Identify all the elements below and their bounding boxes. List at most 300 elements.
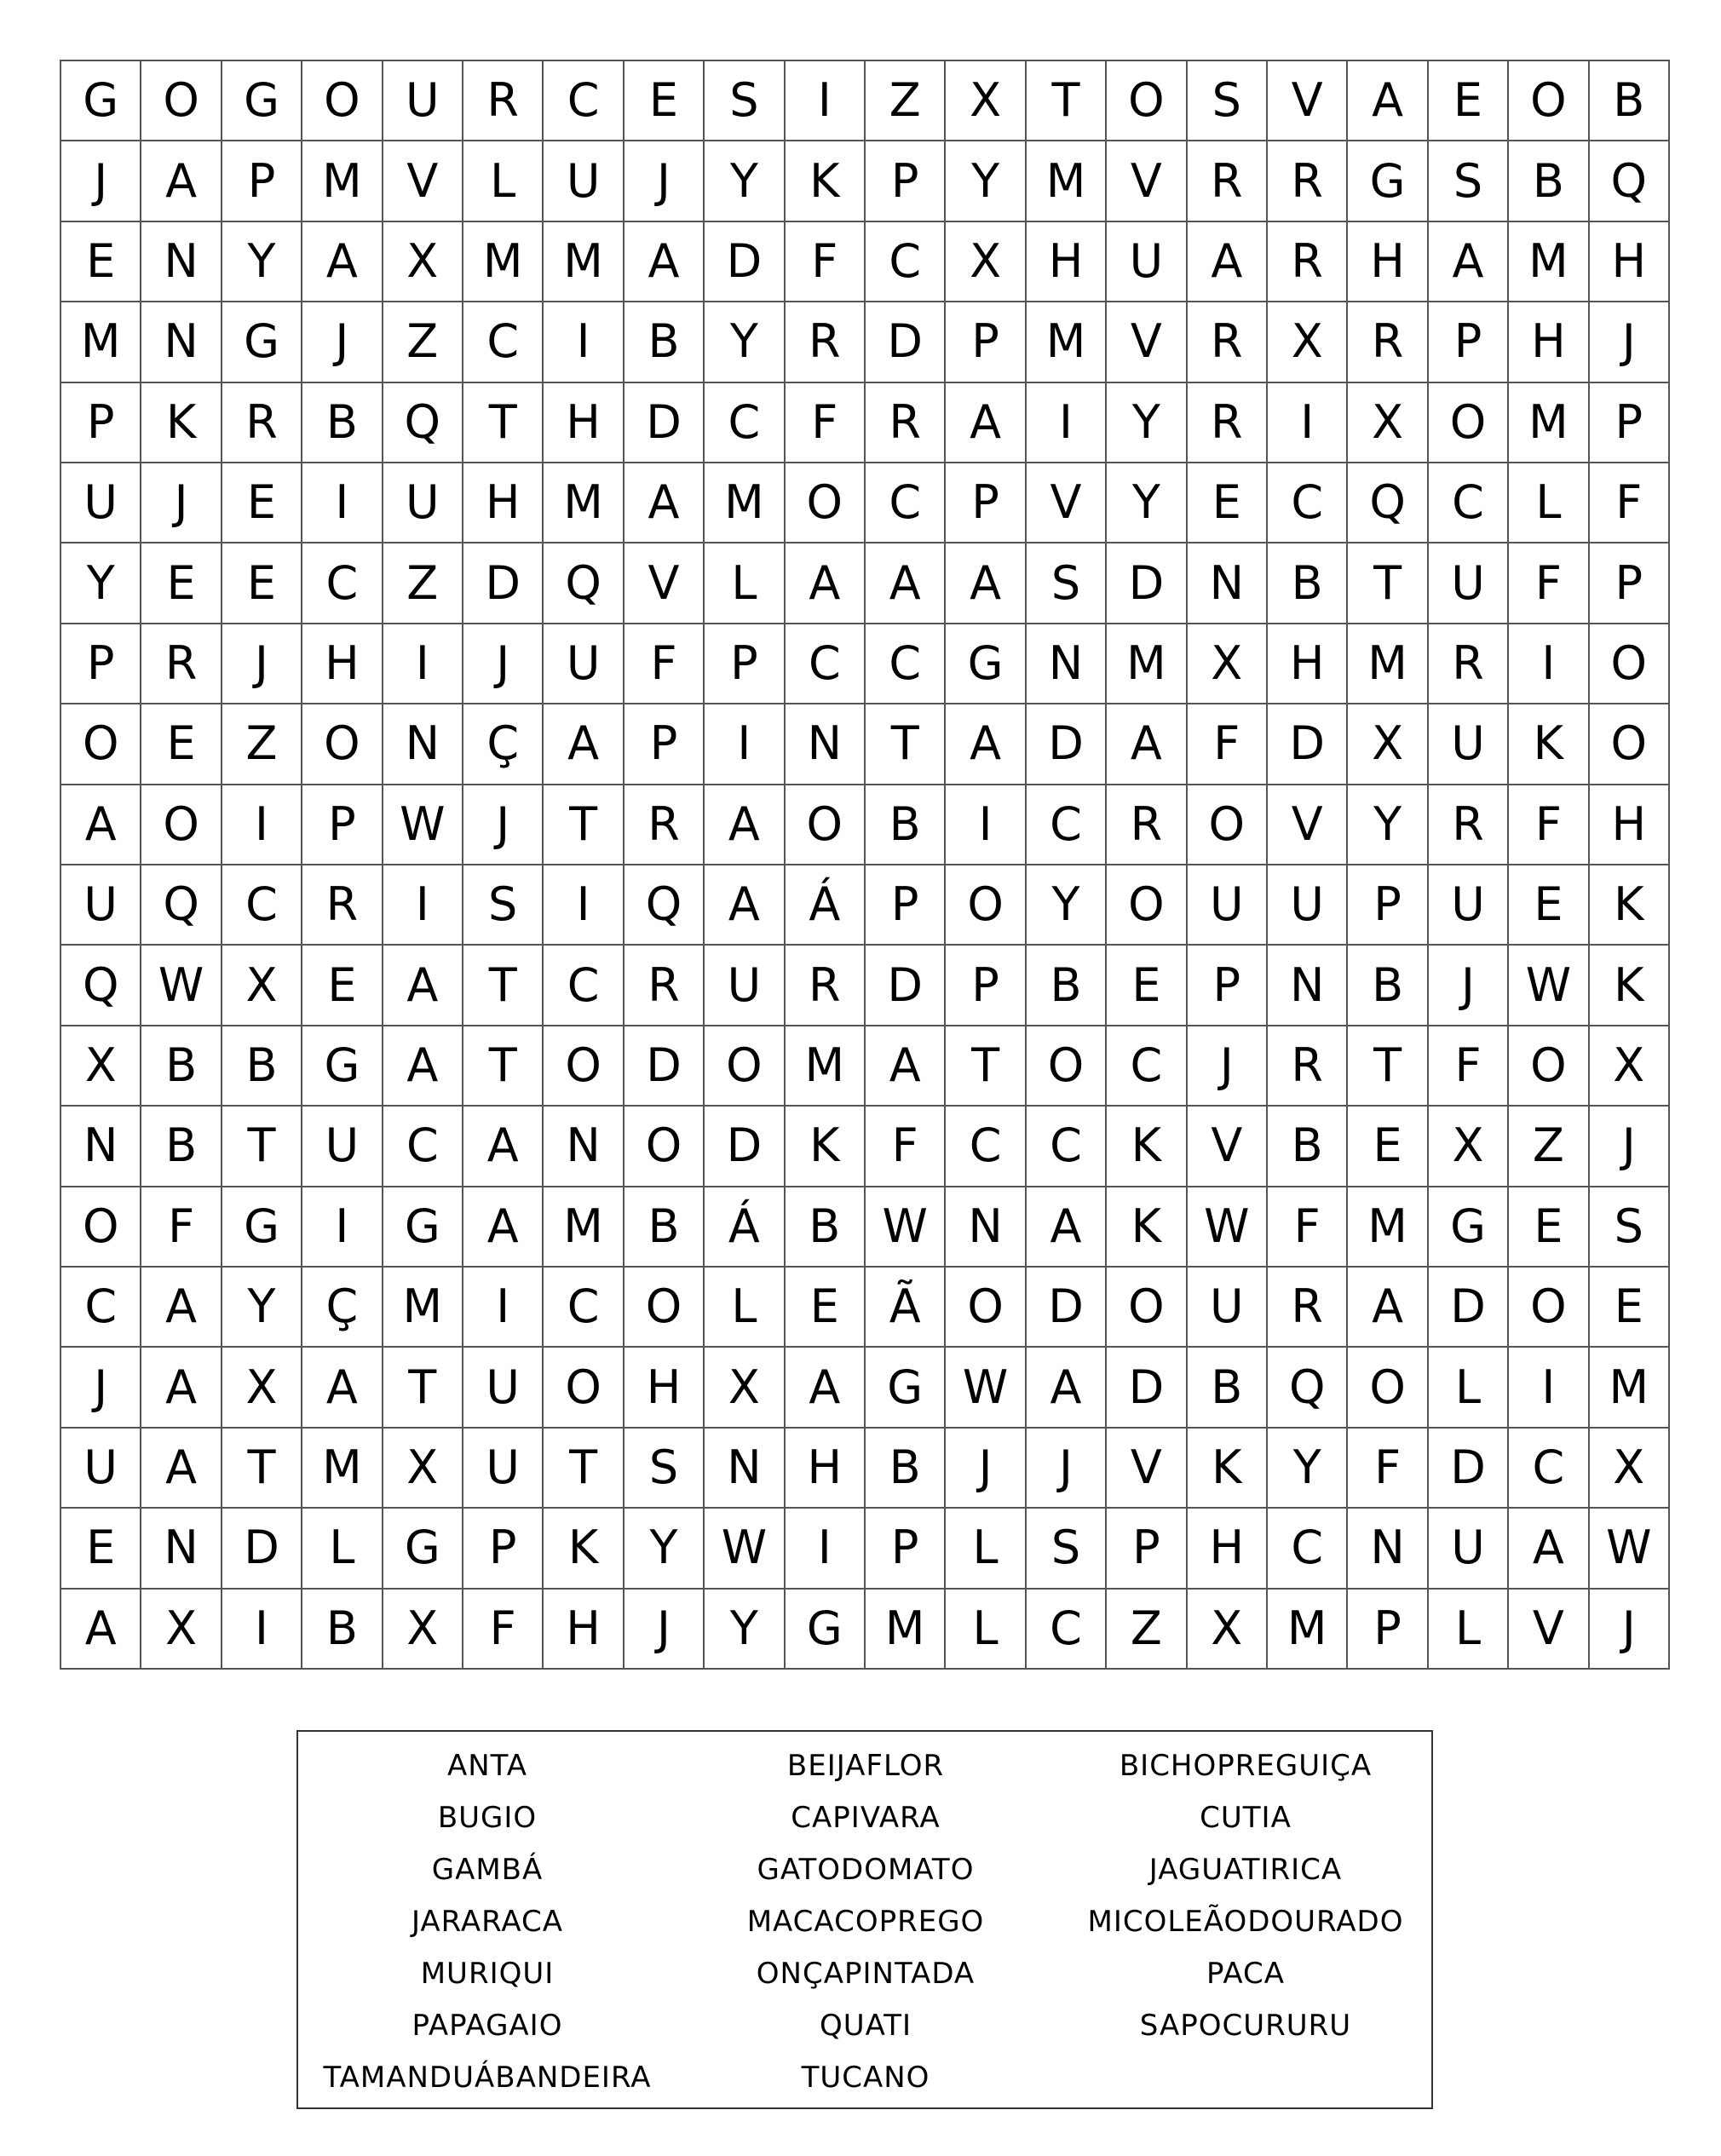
grid-cell[interactable]: P bbox=[1429, 302, 1509, 382]
grid-cell[interactable]: M bbox=[1509, 383, 1589, 463]
grid-cell[interactable]: J bbox=[1590, 1107, 1670, 1187]
grid-cell[interactable]: U bbox=[1429, 543, 1509, 624]
grid-cell[interactable]: I bbox=[222, 1590, 302, 1670]
grid-cell[interactable]: U bbox=[1188, 1268, 1268, 1348]
grid-cell[interactable]: W bbox=[383, 785, 463, 865]
grid-cell[interactable]: K bbox=[786, 141, 866, 221]
grid-cell[interactable]: E bbox=[786, 1268, 866, 1348]
grid-cell[interactable]: S bbox=[1429, 141, 1509, 221]
grid-cell[interactable]: A bbox=[1188, 222, 1268, 302]
grid-cell[interactable]: E bbox=[1188, 463, 1268, 543]
grid-cell[interactable]: G bbox=[1348, 141, 1428, 221]
grid-cell[interactable]: T bbox=[946, 1026, 1026, 1107]
grid-cell[interactable]: B bbox=[866, 785, 946, 865]
grid-cell[interactable]: J bbox=[463, 785, 544, 865]
grid-cell[interactable]: A bbox=[1509, 1509, 1589, 1589]
grid-cell[interactable]: R bbox=[1268, 1026, 1348, 1107]
grid-cell[interactable]: B bbox=[141, 1107, 222, 1187]
grid-cell[interactable]: T bbox=[1348, 543, 1428, 624]
grid-cell[interactable]: B bbox=[1348, 946, 1428, 1026]
grid-cell[interactable]: C bbox=[222, 865, 302, 946]
grid-cell[interactable]: F bbox=[786, 222, 866, 302]
grid-cell[interactable]: A bbox=[1027, 1187, 1107, 1268]
grid-cell[interactable]: X bbox=[1188, 624, 1268, 704]
grid-cell[interactable]: A bbox=[61, 785, 141, 865]
grid-cell[interactable]: B bbox=[1268, 543, 1348, 624]
grid-cell[interactable]: G bbox=[302, 1026, 383, 1107]
grid-cell[interactable]: U bbox=[544, 624, 624, 704]
grid-cell[interactable]: C bbox=[866, 222, 946, 302]
grid-cell[interactable]: O bbox=[1509, 1026, 1589, 1107]
grid-cell[interactable]: W bbox=[141, 946, 222, 1026]
grid-cell[interactable]: I bbox=[383, 624, 463, 704]
grid-cell[interactable]: L bbox=[705, 1268, 785, 1348]
grid-cell[interactable]: V bbox=[1509, 1590, 1589, 1670]
grid-cell[interactable]: L bbox=[1509, 463, 1589, 543]
grid-cell[interactable]: J bbox=[1027, 1429, 1107, 1509]
grid-cell[interactable]: I bbox=[1027, 383, 1107, 463]
grid-cell[interactable]: O bbox=[141, 785, 222, 865]
grid-cell[interactable]: U bbox=[1107, 222, 1187, 302]
grid-cell[interactable]: Y bbox=[946, 141, 1026, 221]
grid-cell[interactable]: S bbox=[1590, 1187, 1670, 1268]
grid-cell[interactable]: B bbox=[222, 1026, 302, 1107]
grid-cell[interactable]: L bbox=[946, 1590, 1026, 1670]
grid-cell[interactable]: X bbox=[1188, 1590, 1268, 1670]
grid-cell[interactable]: P bbox=[866, 141, 946, 221]
grid-cell[interactable]: V bbox=[625, 543, 705, 624]
grid-cell[interactable]: X bbox=[383, 222, 463, 302]
grid-cell[interactable]: N bbox=[141, 222, 222, 302]
grid-cell[interactable]: O bbox=[302, 61, 383, 141]
grid-cell[interactable]: N bbox=[1268, 946, 1348, 1026]
grid-cell[interactable]: E bbox=[141, 543, 222, 624]
grid-cell[interactable]: O bbox=[544, 1348, 624, 1428]
grid-cell[interactable]: P bbox=[866, 1509, 946, 1589]
grid-cell[interactable]: U bbox=[1188, 865, 1268, 946]
grid-cell[interactable]: X bbox=[1348, 383, 1428, 463]
grid-cell[interactable]: R bbox=[1268, 141, 1348, 221]
grid-cell[interactable]: U bbox=[61, 865, 141, 946]
grid-cell[interactable]: E bbox=[61, 222, 141, 302]
grid-cell[interactable]: A bbox=[141, 1268, 222, 1348]
grid-cell[interactable]: G bbox=[946, 624, 1026, 704]
grid-cell[interactable]: Z bbox=[866, 61, 946, 141]
grid-cell[interactable]: R bbox=[1188, 383, 1268, 463]
grid-cell[interactable]: T bbox=[1027, 61, 1107, 141]
grid-cell[interactable]: M bbox=[463, 222, 544, 302]
grid-cell[interactable]: K bbox=[1590, 946, 1670, 1026]
grid-cell[interactable]: Y bbox=[705, 302, 785, 382]
grid-cell[interactable]: O bbox=[61, 1187, 141, 1268]
grid-cell[interactable]: O bbox=[946, 865, 1026, 946]
grid-cell[interactable]: R bbox=[222, 383, 302, 463]
grid-cell[interactable]: Á bbox=[786, 865, 866, 946]
grid-cell[interactable]: C bbox=[544, 1268, 624, 1348]
grid-cell[interactable]: J bbox=[1429, 946, 1509, 1026]
grid-cell[interactable]: O bbox=[1107, 865, 1187, 946]
grid-cell[interactable]: K bbox=[1188, 1429, 1268, 1509]
grid-cell[interactable]: P bbox=[866, 865, 946, 946]
grid-cell[interactable]: O bbox=[1590, 624, 1670, 704]
grid-cell[interactable]: F bbox=[141, 1187, 222, 1268]
grid-cell[interactable]: U bbox=[463, 1348, 544, 1428]
grid-cell[interactable]: M bbox=[544, 222, 624, 302]
grid-cell[interactable]: U bbox=[1268, 865, 1348, 946]
grid-cell[interactable]: S bbox=[1027, 543, 1107, 624]
grid-cell[interactable]: P bbox=[1188, 946, 1268, 1026]
grid-cell[interactable]: A bbox=[625, 222, 705, 302]
grid-cell[interactable]: C bbox=[866, 624, 946, 704]
grid-cell[interactable]: H bbox=[1509, 302, 1589, 382]
grid-cell[interactable]: D bbox=[1027, 704, 1107, 785]
grid-cell[interactable]: T bbox=[866, 704, 946, 785]
grid-cell[interactable]: Q bbox=[141, 865, 222, 946]
grid-cell[interactable]: B bbox=[1590, 61, 1670, 141]
grid-cell[interactable]: H bbox=[1268, 624, 1348, 704]
grid-cell[interactable]: A bbox=[786, 543, 866, 624]
grid-cell[interactable]: T bbox=[1348, 1026, 1428, 1107]
grid-cell[interactable]: B bbox=[141, 1026, 222, 1107]
grid-cell[interactable]: P bbox=[463, 1509, 544, 1589]
grid-cell[interactable]: I bbox=[1268, 383, 1348, 463]
grid-cell[interactable]: S bbox=[1188, 61, 1268, 141]
grid-cell[interactable]: B bbox=[625, 1187, 705, 1268]
grid-cell[interactable]: J bbox=[1590, 1590, 1670, 1670]
grid-cell[interactable]: B bbox=[1188, 1348, 1268, 1428]
grid-cell[interactable]: P bbox=[302, 785, 383, 865]
grid-cell[interactable]: G bbox=[786, 1590, 866, 1670]
grid-cell[interactable]: E bbox=[1509, 865, 1589, 946]
grid-cell[interactable]: I bbox=[946, 785, 1026, 865]
grid-cell[interactable]: X bbox=[1268, 302, 1348, 382]
grid-cell[interactable]: Y bbox=[705, 1590, 785, 1670]
grid-cell[interactable]: X bbox=[383, 1429, 463, 1509]
grid-cell[interactable]: A bbox=[705, 865, 785, 946]
grid-cell[interactable]: C bbox=[1268, 463, 1348, 543]
grid-cell[interactable]: A bbox=[302, 1348, 383, 1428]
grid-cell[interactable]: Y bbox=[1107, 463, 1187, 543]
grid-cell[interactable]: Y bbox=[1348, 785, 1428, 865]
grid-cell[interactable]: S bbox=[463, 865, 544, 946]
grid-cell[interactable]: X bbox=[1348, 704, 1428, 785]
grid-cell[interactable]: C bbox=[946, 1107, 1026, 1187]
grid-cell[interactable]: S bbox=[1027, 1509, 1107, 1589]
grid-cell[interactable]: U bbox=[1429, 865, 1509, 946]
grid-cell[interactable]: N bbox=[383, 704, 463, 785]
grid-cell[interactable]: N bbox=[786, 704, 866, 785]
grid-cell[interactable]: R bbox=[1429, 785, 1509, 865]
grid-cell[interactable]: D bbox=[625, 1026, 705, 1107]
grid-cell[interactable]: F bbox=[866, 1107, 946, 1187]
grid-cell[interactable]: T bbox=[222, 1107, 302, 1187]
grid-cell[interactable]: N bbox=[1027, 624, 1107, 704]
grid-cell[interactable]: X bbox=[383, 1590, 463, 1670]
grid-cell[interactable]: A bbox=[141, 141, 222, 221]
grid-cell[interactable]: O bbox=[786, 463, 866, 543]
grid-cell[interactable]: F bbox=[1509, 785, 1589, 865]
grid-cell[interactable]: N bbox=[1348, 1509, 1428, 1589]
grid-cell[interactable]: M bbox=[1027, 302, 1107, 382]
grid-cell[interactable]: E bbox=[625, 61, 705, 141]
grid-cell[interactable]: H bbox=[544, 383, 624, 463]
grid-cell[interactable]: Á bbox=[705, 1187, 785, 1268]
grid-cell[interactable]: A bbox=[946, 704, 1026, 785]
grid-cell[interactable]: X bbox=[61, 1026, 141, 1107]
grid-cell[interactable]: M bbox=[1107, 624, 1187, 704]
grid-cell[interactable]: F bbox=[1268, 1187, 1348, 1268]
grid-cell[interactable]: C bbox=[1107, 1026, 1187, 1107]
grid-cell[interactable]: G bbox=[383, 1509, 463, 1589]
grid-cell[interactable]: P bbox=[1348, 865, 1428, 946]
grid-cell[interactable]: B bbox=[1509, 141, 1589, 221]
grid-cell[interactable]: X bbox=[705, 1348, 785, 1428]
grid-cell[interactable]: O bbox=[786, 785, 866, 865]
grid-cell[interactable]: X bbox=[1590, 1429, 1670, 1509]
grid-cell[interactable]: V bbox=[1107, 1429, 1187, 1509]
grid-cell[interactable]: R bbox=[1348, 302, 1428, 382]
grid-cell[interactable]: Q bbox=[625, 865, 705, 946]
grid-cell[interactable]: M bbox=[1509, 222, 1589, 302]
grid-cell[interactable]: A bbox=[946, 383, 1026, 463]
grid-cell[interactable]: Z bbox=[1107, 1590, 1187, 1670]
grid-cell[interactable]: I bbox=[302, 1187, 383, 1268]
grid-cell[interactable]: A bbox=[141, 1348, 222, 1428]
grid-cell[interactable]: Z bbox=[222, 704, 302, 785]
grid-cell[interactable]: Y bbox=[1027, 865, 1107, 946]
grid-cell[interactable]: I bbox=[705, 704, 785, 785]
grid-cell[interactable]: A bbox=[463, 1107, 544, 1187]
grid-cell[interactable]: R bbox=[786, 302, 866, 382]
grid-cell[interactable]: U bbox=[383, 463, 463, 543]
grid-cell[interactable]: W bbox=[705, 1509, 785, 1589]
grid-cell[interactable]: Ã bbox=[866, 1268, 946, 1348]
grid-cell[interactable]: A bbox=[1348, 1268, 1428, 1348]
grid-cell[interactable]: C bbox=[1268, 1509, 1348, 1589]
grid-cell[interactable]: O bbox=[1509, 61, 1589, 141]
grid-cell[interactable]: D bbox=[1429, 1268, 1509, 1348]
grid-cell[interactable]: F bbox=[1188, 704, 1268, 785]
grid-cell[interactable]: Q bbox=[544, 543, 624, 624]
grid-cell[interactable]: B bbox=[625, 302, 705, 382]
grid-cell[interactable]: G bbox=[222, 302, 302, 382]
grid-cell[interactable]: Z bbox=[1509, 1107, 1589, 1187]
grid-cell[interactable]: D bbox=[222, 1509, 302, 1589]
grid-cell[interactable]: Y bbox=[222, 1268, 302, 1348]
grid-cell[interactable]: U bbox=[705, 946, 785, 1026]
grid-cell[interactable]: U bbox=[1429, 704, 1509, 785]
grid-cell[interactable]: D bbox=[625, 383, 705, 463]
grid-cell[interactable]: H bbox=[1027, 222, 1107, 302]
grid-cell[interactable]: X bbox=[141, 1590, 222, 1670]
grid-cell[interactable]: E bbox=[61, 1509, 141, 1589]
grid-cell[interactable]: F bbox=[1509, 543, 1589, 624]
grid-cell[interactable]: Q bbox=[1268, 1348, 1348, 1428]
grid-cell[interactable]: I bbox=[786, 1509, 866, 1589]
grid-cell[interactable]: I bbox=[544, 302, 624, 382]
grid-cell[interactable]: J bbox=[1590, 302, 1670, 382]
grid-cell[interactable]: A bbox=[1348, 61, 1428, 141]
grid-cell[interactable]: L bbox=[705, 543, 785, 624]
grid-cell[interactable]: U bbox=[302, 1107, 383, 1187]
grid-cell[interactable]: V bbox=[383, 141, 463, 221]
grid-cell[interactable]: P bbox=[625, 704, 705, 785]
grid-cell[interactable]: B bbox=[1268, 1107, 1348, 1187]
grid-cell[interactable]: F bbox=[786, 383, 866, 463]
grid-cell[interactable]: H bbox=[1348, 222, 1428, 302]
grid-cell[interactable]: A bbox=[1027, 1348, 1107, 1428]
grid-cell[interactable]: B bbox=[786, 1187, 866, 1268]
grid-cell[interactable]: Y bbox=[1268, 1429, 1348, 1509]
grid-cell[interactable]: B bbox=[1027, 946, 1107, 1026]
grid-cell[interactable]: L bbox=[302, 1509, 383, 1589]
grid-cell[interactable]: D bbox=[1107, 543, 1187, 624]
grid-cell[interactable]: U bbox=[544, 141, 624, 221]
grid-cell[interactable]: M bbox=[1590, 1348, 1670, 1428]
grid-cell[interactable]: O bbox=[544, 1026, 624, 1107]
grid-cell[interactable]: T bbox=[544, 785, 624, 865]
grid-cell[interactable]: C bbox=[463, 302, 544, 382]
grid-cell[interactable]: L bbox=[1429, 1348, 1509, 1428]
grid-cell[interactable]: G bbox=[1429, 1187, 1509, 1268]
grid-cell[interactable]: Q bbox=[61, 946, 141, 1026]
grid-cell[interactable]: A bbox=[866, 1026, 946, 1107]
grid-cell[interactable]: U bbox=[383, 61, 463, 141]
grid-cell[interactable]: K bbox=[141, 383, 222, 463]
grid-cell[interactable]: K bbox=[1107, 1107, 1187, 1187]
grid-cell[interactable]: N bbox=[61, 1107, 141, 1187]
grid-cell[interactable]: C bbox=[1509, 1429, 1589, 1509]
grid-cell[interactable]: O bbox=[1348, 1348, 1428, 1428]
grid-cell[interactable]: W bbox=[946, 1348, 1026, 1428]
grid-cell[interactable]: R bbox=[1268, 1268, 1348, 1348]
grid-cell[interactable]: A bbox=[1429, 222, 1509, 302]
grid-cell[interactable]: M bbox=[383, 1268, 463, 1348]
grid-cell[interactable]: N bbox=[141, 302, 222, 382]
grid-cell[interactable]: P bbox=[946, 463, 1026, 543]
grid-cell[interactable]: F bbox=[1348, 1429, 1428, 1509]
grid-cell[interactable]: D bbox=[1268, 704, 1348, 785]
grid-cell[interactable]: O bbox=[1590, 704, 1670, 785]
grid-cell[interactable]: C bbox=[1027, 1590, 1107, 1670]
grid-cell[interactable]: C bbox=[302, 543, 383, 624]
grid-cell[interactable]: O bbox=[1188, 785, 1268, 865]
grid-cell[interactable]: J bbox=[946, 1429, 1026, 1509]
grid-cell[interactable]: P bbox=[222, 141, 302, 221]
grid-cell[interactable]: E bbox=[1107, 946, 1187, 1026]
grid-cell[interactable]: U bbox=[61, 1429, 141, 1509]
grid-cell[interactable]: O bbox=[625, 1107, 705, 1187]
grid-cell[interactable]: P bbox=[946, 946, 1026, 1026]
grid-cell[interactable]: E bbox=[222, 543, 302, 624]
grid-cell[interactable]: A bbox=[302, 222, 383, 302]
grid-cell[interactable]: R bbox=[1429, 624, 1509, 704]
grid-cell[interactable]: C bbox=[1027, 1107, 1107, 1187]
grid-cell[interactable]: J bbox=[463, 624, 544, 704]
grid-cell[interactable]: A bbox=[383, 946, 463, 1026]
grid-cell[interactable]: H bbox=[625, 1348, 705, 1428]
grid-cell[interactable]: P bbox=[1107, 1509, 1187, 1589]
grid-cell[interactable]: P bbox=[61, 383, 141, 463]
grid-cell[interactable]: R bbox=[1188, 302, 1268, 382]
grid-cell[interactable]: K bbox=[1590, 865, 1670, 946]
grid-cell[interactable]: X bbox=[946, 61, 1026, 141]
grid-cell[interactable]: C bbox=[544, 946, 624, 1026]
grid-cell[interactable]: J bbox=[302, 302, 383, 382]
grid-cell[interactable]: W bbox=[1590, 1509, 1670, 1589]
grid-cell[interactable]: C bbox=[1027, 785, 1107, 865]
grid-cell[interactable]: N bbox=[1188, 543, 1268, 624]
grid-cell[interactable]: C bbox=[866, 463, 946, 543]
grid-cell[interactable]: F bbox=[463, 1590, 544, 1670]
grid-cell[interactable]: D bbox=[866, 946, 946, 1026]
grid-cell[interactable]: Ç bbox=[302, 1268, 383, 1348]
grid-cell[interactable]: R bbox=[1188, 141, 1268, 221]
grid-cell[interactable]: R bbox=[625, 946, 705, 1026]
grid-cell[interactable]: X bbox=[1590, 1026, 1670, 1107]
grid-cell[interactable]: I bbox=[222, 785, 302, 865]
grid-cell[interactable]: W bbox=[866, 1187, 946, 1268]
grid-cell[interactable]: L bbox=[463, 141, 544, 221]
grid-cell[interactable]: I bbox=[1509, 1348, 1589, 1428]
grid-cell[interactable]: R bbox=[463, 61, 544, 141]
grid-cell[interactable]: R bbox=[1107, 785, 1187, 865]
grid-cell[interactable]: E bbox=[1348, 1107, 1428, 1187]
grid-cell[interactable]: M bbox=[1348, 1187, 1428, 1268]
grid-cell[interactable]: A bbox=[1107, 704, 1187, 785]
grid-cell[interactable]: T bbox=[544, 1429, 624, 1509]
grid-cell[interactable]: R bbox=[786, 946, 866, 1026]
grid-cell[interactable]: C bbox=[1429, 463, 1509, 543]
grid-cell[interactable]: B bbox=[866, 1429, 946, 1509]
grid-cell[interactable]: N bbox=[141, 1509, 222, 1589]
grid-cell[interactable]: A bbox=[786, 1348, 866, 1428]
grid-cell[interactable]: I bbox=[383, 865, 463, 946]
grid-cell[interactable]: E bbox=[1590, 1268, 1670, 1348]
grid-cell[interactable]: Y bbox=[705, 141, 785, 221]
grid-cell[interactable]: E bbox=[1509, 1187, 1589, 1268]
grid-cell[interactable]: U bbox=[463, 1429, 544, 1509]
grid-cell[interactable]: J bbox=[61, 141, 141, 221]
grid-cell[interactable]: K bbox=[1509, 704, 1589, 785]
grid-cell[interactable]: R bbox=[625, 785, 705, 865]
grid-cell[interactable]: O bbox=[1429, 383, 1509, 463]
grid-cell[interactable]: A bbox=[705, 785, 785, 865]
grid-cell[interactable]: Q bbox=[1348, 463, 1428, 543]
grid-cell[interactable]: T bbox=[222, 1429, 302, 1509]
grid-cell[interactable]: C bbox=[544, 61, 624, 141]
grid-cell[interactable]: W bbox=[1188, 1187, 1268, 1268]
grid-cell[interactable]: J bbox=[61, 1348, 141, 1428]
grid-cell[interactable]: Z bbox=[383, 543, 463, 624]
grid-cell[interactable]: Y bbox=[61, 543, 141, 624]
grid-cell[interactable]: O bbox=[625, 1268, 705, 1348]
grid-cell[interactable]: H bbox=[1188, 1509, 1268, 1589]
grid-cell[interactable]: M bbox=[544, 1187, 624, 1268]
grid-cell[interactable]: M bbox=[1027, 141, 1107, 221]
grid-cell[interactable]: X bbox=[946, 222, 1026, 302]
grid-cell[interactable]: Y bbox=[1107, 383, 1187, 463]
grid-cell[interactable]: G bbox=[866, 1348, 946, 1428]
grid-cell[interactable]: O bbox=[1509, 1268, 1589, 1348]
grid-cell[interactable]: A bbox=[61, 1590, 141, 1670]
grid-cell[interactable]: D bbox=[1107, 1348, 1187, 1428]
grid-cell[interactable]: O bbox=[705, 1026, 785, 1107]
grid-cell[interactable]: Y bbox=[222, 222, 302, 302]
grid-cell[interactable]: D bbox=[866, 302, 946, 382]
grid-cell[interactable]: H bbox=[1590, 222, 1670, 302]
grid-cell[interactable]: A bbox=[141, 1429, 222, 1509]
